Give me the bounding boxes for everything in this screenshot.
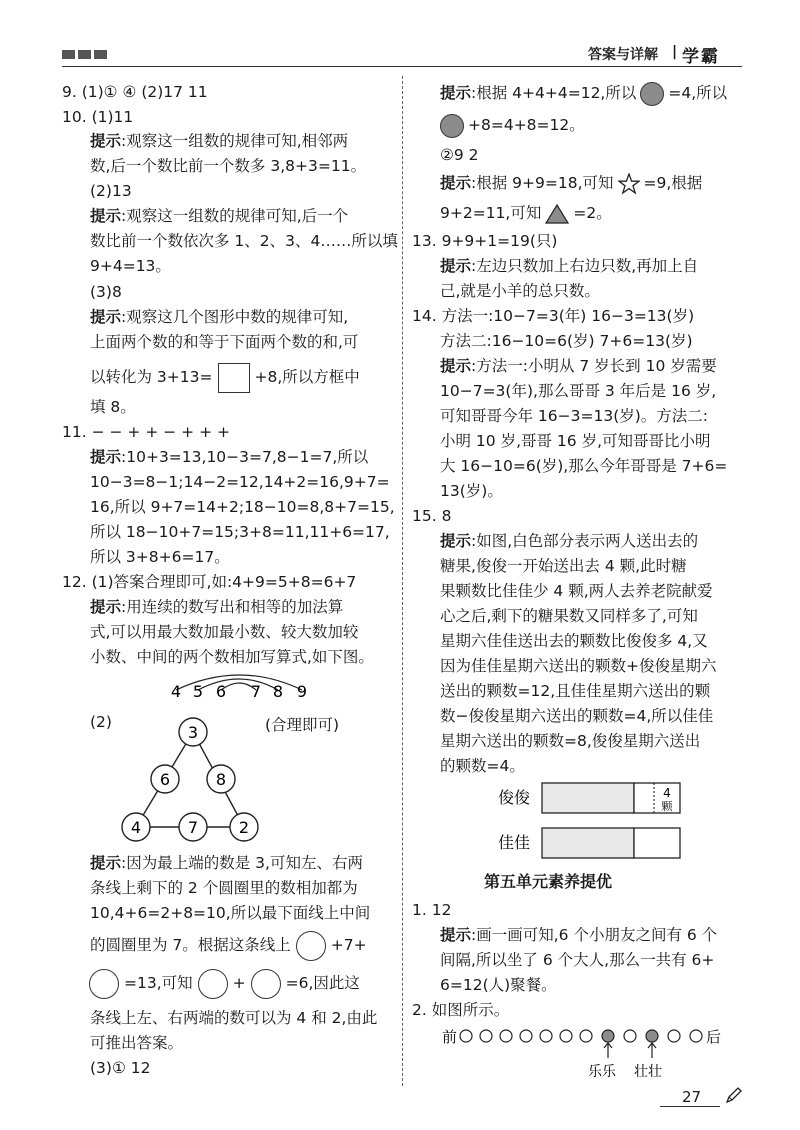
tip-text: :根据 4+4+4=12,所以	[471, 84, 637, 102]
r-answer-2: ②9 2	[440, 146, 479, 164]
seat-circle	[460, 1030, 472, 1042]
q14-tip-line5: 大 16−10=6(岁),那么今年哥哥是 7+6=	[440, 457, 728, 475]
tip-label: 提示	[90, 207, 122, 225]
q11-tip-line3: 16,所以 9+7=14+2;18−10=8,8+7=15,	[90, 498, 395, 516]
tip-text: :因为最上端的数是 3,可知左、右两	[121, 854, 363, 872]
s1-answer: 1. 12	[412, 901, 452, 919]
seat-circle-zhuangzhuang	[646, 1030, 658, 1042]
q11-tip-line5: 所以 3+8+6=17。	[90, 548, 230, 566]
column-divider	[402, 76, 403, 1086]
bar-row2-given	[542, 828, 634, 858]
seat-circle	[520, 1030, 532, 1042]
q12-tip2-line1	[90, 853, 363, 873]
seat-circle	[580, 1030, 592, 1042]
tip-text: =2。	[573, 204, 612, 222]
q15-tip-line10: 的颗数=4。	[440, 757, 525, 775]
q12-1-tip-line3: 小数、中间的两个数相加写算式,如下图。	[90, 648, 374, 666]
tip-label: 提示	[90, 132, 122, 150]
seat-circle	[480, 1030, 492, 1042]
header-decoration	[62, 50, 107, 59]
seat-circle	[540, 1030, 552, 1042]
q15-tip-line8: 数−俊俊星期六送出的颗数=4,所以佳佳	[440, 707, 714, 725]
triangle-bottom-mid-value: 7	[187, 818, 199, 837]
triangle-icon	[545, 204, 569, 224]
r-tip-c-line1	[440, 170, 702, 196]
s1-tip-line2: 间隔,所以坐了 6 个大人,那么一共有 6+	[440, 951, 715, 969]
tip-label: 提示	[90, 854, 122, 872]
page-number-rule	[660, 1106, 720, 1107]
q10-3-tip-line4: 填 8。	[90, 398, 136, 416]
tip-label: 提示	[440, 257, 472, 275]
pencil-icon	[724, 1085, 744, 1105]
triangle-mid-right-value: 8	[215, 770, 227, 789]
tip-text: +8=4+8=12。	[468, 116, 585, 134]
q15-tip-line5: 星期六佳佳送出去的颗数比俊俊多 4,又	[440, 632, 708, 650]
q10-2-tip-line3: 9+4=13。	[90, 257, 171, 275]
q14-tip-line6: 13(岁)。	[440, 482, 503, 500]
tip-text: :如图,白色部分表示两人送出去的	[471, 532, 699, 550]
r-tip-c-line2	[440, 200, 612, 226]
seat-circle-lele	[602, 1030, 614, 1042]
gray-circle-icon	[640, 82, 664, 106]
triangle-circle-diagram	[110, 710, 270, 850]
q15-tip-line4: 心之后,剩下的糖果数又同样多了,可知	[440, 607, 698, 625]
tip-text: :方法一:小明从 7 岁长到 10 岁需要	[471, 357, 717, 375]
label-zhuangzhuang: 壮壮	[634, 1064, 662, 1080]
empty-circle-icon	[251, 969, 281, 999]
tip-text: :左边只数加上右边只数,再加上自	[471, 257, 699, 275]
q12-answer-3: (3)① 12	[90, 1059, 151, 1077]
tip-label: 提示	[440, 174, 472, 192]
q12-tip2-line7: 可推出答案。	[90, 1034, 184, 1052]
empty-box-icon	[218, 363, 250, 393]
tip-text: :用连续的数写出和相等的加法算	[121, 598, 344, 616]
q12-answer-1: 12. (1)答案合理即可,如:4+9=5+8=6+7	[62, 573, 357, 591]
q14-tip-line2: 10−7=3(年),那么哥哥 3 年后是 16 岁,	[440, 382, 717, 400]
q15-tip-line7: 送出的颗数=12,且佳佳星期六送出的颗	[440, 682, 711, 700]
q10-3-tip-line3	[90, 362, 360, 393]
q10-1-tip-line2: 数,后一个数比前一个数多 3,8+3=11。	[90, 157, 367, 175]
number-line-item: 4	[170, 682, 182, 701]
number-line-item: 5	[192, 682, 204, 701]
q12-tip2-line2: 条线上剩下的 2 个圆圈里的数相加都为	[90, 879, 358, 897]
q15-tip-line1	[440, 531, 698, 551]
q13-answer: 13. 9+9+1=19(只)	[412, 232, 558, 250]
q12-1-tip-line2: 式,可以用最大数加最小数、较大数加较	[90, 623, 359, 641]
empty-circle-icon	[89, 969, 119, 999]
q13-tip-line1	[440, 256, 698, 276]
q12-tip2-line6: 条线上左、右两端的数可以为 4 和 2,由此	[90, 1009, 378, 1027]
tip-label: 提示	[90, 308, 122, 326]
s1-tip-line1	[440, 925, 717, 945]
tip-label: 提示	[90, 598, 122, 616]
seat-circle	[500, 1030, 512, 1042]
empty-circle-icon	[296, 931, 326, 961]
tip-text: =6,因此这	[285, 974, 360, 992]
tip-label: 提示	[90, 448, 122, 466]
bar-row2-label: 佳佳	[498, 833, 531, 852]
header-section-title: 答案与详解	[588, 47, 658, 63]
tip-text: :观察这一组数的规律可知,后一个	[121, 207, 349, 225]
number-line-item: 9	[296, 682, 308, 701]
gray-circle-icon	[440, 114, 464, 138]
tip-label: 提示	[440, 926, 472, 944]
tip-text: =13,可知	[124, 974, 193, 992]
q10-3-tip-line1	[90, 307, 348, 327]
label-lele: 乐乐	[588, 1064, 616, 1080]
s2-answer: 2. 如图所示。	[412, 1001, 510, 1019]
q14-answer-b: 方法二:16−10=6(岁) 7+6=13(岁)	[440, 332, 693, 350]
star-icon	[618, 173, 640, 195]
tip-text: +8,所以方框中	[254, 368, 360, 386]
q15-tip-line6: 因为佳佳星期六送出的颗数+俊俊星期六	[440, 657, 717, 675]
empty-circle-icon	[198, 969, 228, 999]
q12-answer-2: (2)	[90, 713, 112, 731]
q10-1-tip-line1	[90, 131, 348, 151]
q10-answer-3: (3)8	[90, 283, 122, 301]
bar-row1-label: 俊俊	[498, 788, 531, 807]
q10-2-tip-line1	[90, 206, 348, 226]
bar-row1-given	[542, 783, 634, 813]
q14-answer-a: 14. 方法一:10−7=3(年) 16−3=13(岁)	[412, 307, 695, 325]
triangle-top-value: 3	[187, 723, 199, 742]
seat-circle	[560, 1030, 572, 1042]
r-tip-a-line2	[436, 112, 585, 138]
q11-tip-line2: 10−3=8−1;14−2=12,14+2=16,9+7=	[90, 473, 390, 491]
number-line-item: 8	[272, 682, 284, 701]
number-line-item: 6	[215, 682, 227, 701]
row-start-label: 前	[442, 1028, 458, 1046]
bar-row1-tag-unit: 颗	[661, 800, 673, 813]
bar-row1-remaining	[634, 783, 680, 813]
q13-tip-line2: 己,就是小羊的总只数。	[440, 282, 600, 300]
header-separator: |	[672, 44, 678, 60]
tip-text: :观察这几个图形中数的规律可知,	[121, 308, 349, 326]
seating-row-diagram	[440, 1020, 740, 1080]
q11-tip-line1	[90, 447, 368, 467]
q14-tip-line1	[440, 356, 717, 376]
q15-tip-line9: 星期六送出的颗数=8,俊俊星期六送出	[440, 732, 701, 750]
tip-label: 提示	[440, 357, 472, 375]
number-arc-diagram	[160, 664, 320, 704]
q12-1-tip-line1	[90, 597, 343, 617]
tip-label: 提示	[440, 532, 472, 550]
q15-tip-line2: 糖果,俊俊一开始送出去 4 颗,此时糖	[440, 557, 687, 575]
header-brand-logo: 学霸	[682, 47, 720, 67]
tip-text: +	[232, 974, 246, 992]
tip-text: :观察这一组数的规律可知,相邻两	[121, 132, 349, 150]
q11-answer: 11. − − + + − + + +	[62, 423, 230, 441]
tip-label: 提示	[440, 84, 472, 102]
candy-bar-diagram	[490, 775, 690, 865]
q11-tip-line4: 所以 18−10+7=15;3+8=11,11+6=17,	[90, 523, 390, 541]
triangle-bottom-left-value: 4	[130, 818, 142, 837]
q15-answer: 15. 8	[412, 507, 452, 525]
q10-answer-2: (2)13	[90, 182, 132, 200]
number-line-item: 7	[250, 682, 262, 701]
tip-text: 以转化为 3+13=	[90, 368, 213, 386]
bar-row2-remaining	[634, 828, 680, 858]
q9-answer: 9. (1)① ④ (2)17 11	[62, 83, 208, 101]
q12-tip2-line5	[84, 968, 360, 999]
triangle-bottom-right-value: 2	[238, 818, 250, 837]
tip-text: =4,所以	[668, 84, 728, 102]
s1-tip-line3: 6=12(人)聚餐。	[440, 976, 557, 994]
q12-2-note: (合理即可)	[265, 716, 340, 734]
tip-text: 9+2=11,可知	[440, 204, 542, 222]
q15-tip-line3: 果颗数比佳佳少 4 颗,两人去养老院献爱	[440, 582, 713, 600]
bar-row1-tag-number: 4	[663, 786, 671, 800]
triangle-mid-left-value: 6	[159, 770, 171, 789]
tip-text: :根据 9+9=18,可知	[471, 174, 614, 192]
section-title-unit5: 第五单元素养提优	[484, 872, 613, 891]
tip-text: :10+3=13,10−3=7,8−1=7,所以	[121, 448, 369, 466]
tip-text: :画一画可知,6 个小朋友之间有 6 个	[471, 926, 718, 944]
tip-text: +7+	[330, 936, 367, 954]
q10-2-tip-line2: 数比前一个数依次多 1、2、3、4……所以填	[90, 232, 398, 250]
tip-text: 的圆圈里为 7。根据这条线上	[90, 936, 291, 954]
header-rule	[62, 66, 742, 67]
q10-answer-1: 10. (1)11	[62, 108, 134, 126]
seat-circle	[690, 1030, 702, 1042]
q14-tip-line4: 小明 10 岁,哥哥 16 岁,可知哥哥比小明	[440, 432, 711, 450]
arc-middle	[198, 679, 278, 690]
seat-circle	[624, 1030, 636, 1042]
q12-tip2-line4	[90, 930, 367, 961]
q14-tip-line3: 可知哥哥今年 16−3=13(岁)。方法二:	[440, 407, 709, 425]
q10-3-tip-line2: 上面两个数的和等于下面两个数的和,可	[90, 333, 359, 351]
page-number: 27	[682, 1088, 702, 1106]
row-end-label: 后	[706, 1028, 722, 1046]
tip-text: =9,根据	[643, 174, 703, 192]
q12-tip2-line3: 10,4+6=2+8=10,所以最下面线上中间	[90, 904, 371, 922]
seat-circle	[668, 1030, 680, 1042]
r-tip-a-line1	[440, 80, 727, 106]
